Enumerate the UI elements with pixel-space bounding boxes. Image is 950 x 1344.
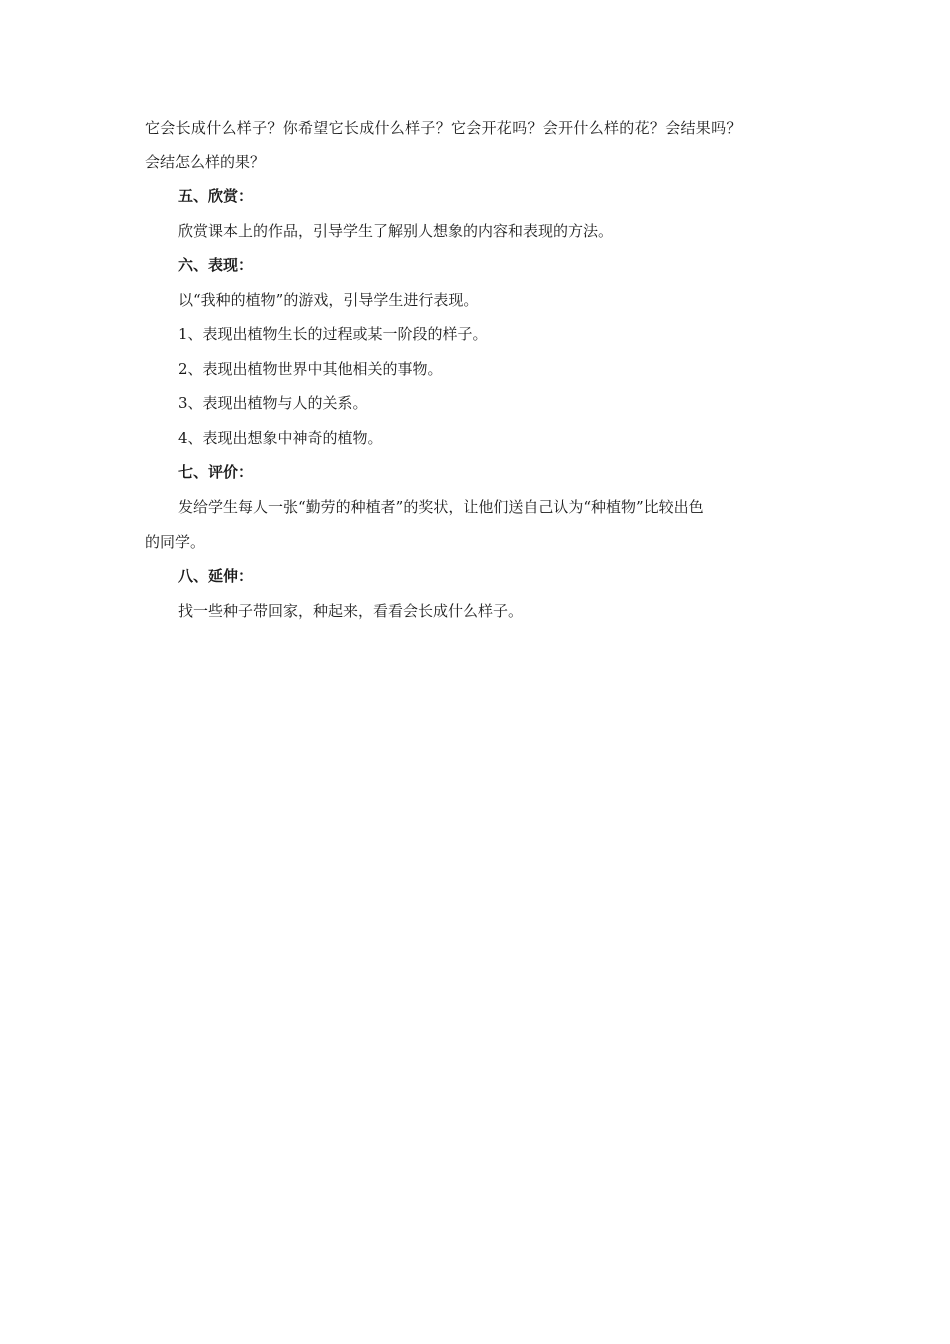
paragraph-line: 发给学生每人一张“勤劳的种植者”的奖状，让他们送自己认为“种植物”比较出色 [178,498,704,516]
section-heading-expression: 六、表现： [178,256,254,274]
paragraph-line: 找一些种子带回家，种起来，看看会长成什么样子。 [178,602,524,620]
list-item: 3、表现出植物与人的关系。 [178,394,368,412]
paragraph-line: 欣赏课本上的作品，引导学生了解别人想象的内容和表现的方法。 [178,222,614,240]
paragraph-line: 它会长成什么样子？你希望它长成什么样子？它会开花吗？会开什么样的花？会结果吗？ [145,119,742,137]
section-heading-evaluation: 七、评价： [178,463,254,481]
paragraph-line: 以“我种的植物”的游戏，引导学生进行表现。 [178,291,479,309]
list-item: 1、表现出植物生长的过程或某一阶段的样子。 [178,325,488,343]
paragraph-line: 的同学。 [145,533,206,551]
section-heading-extension: 八、延伸： [178,567,254,585]
list-item: 2、表现出植物世界中其他相关的事物。 [178,360,443,378]
section-heading-appreciation: 五、欣赏： [178,187,254,205]
paragraph-line: 会结怎么样的果？ [145,153,266,171]
list-item: 4、表现出想象中神奇的植物。 [178,429,383,447]
